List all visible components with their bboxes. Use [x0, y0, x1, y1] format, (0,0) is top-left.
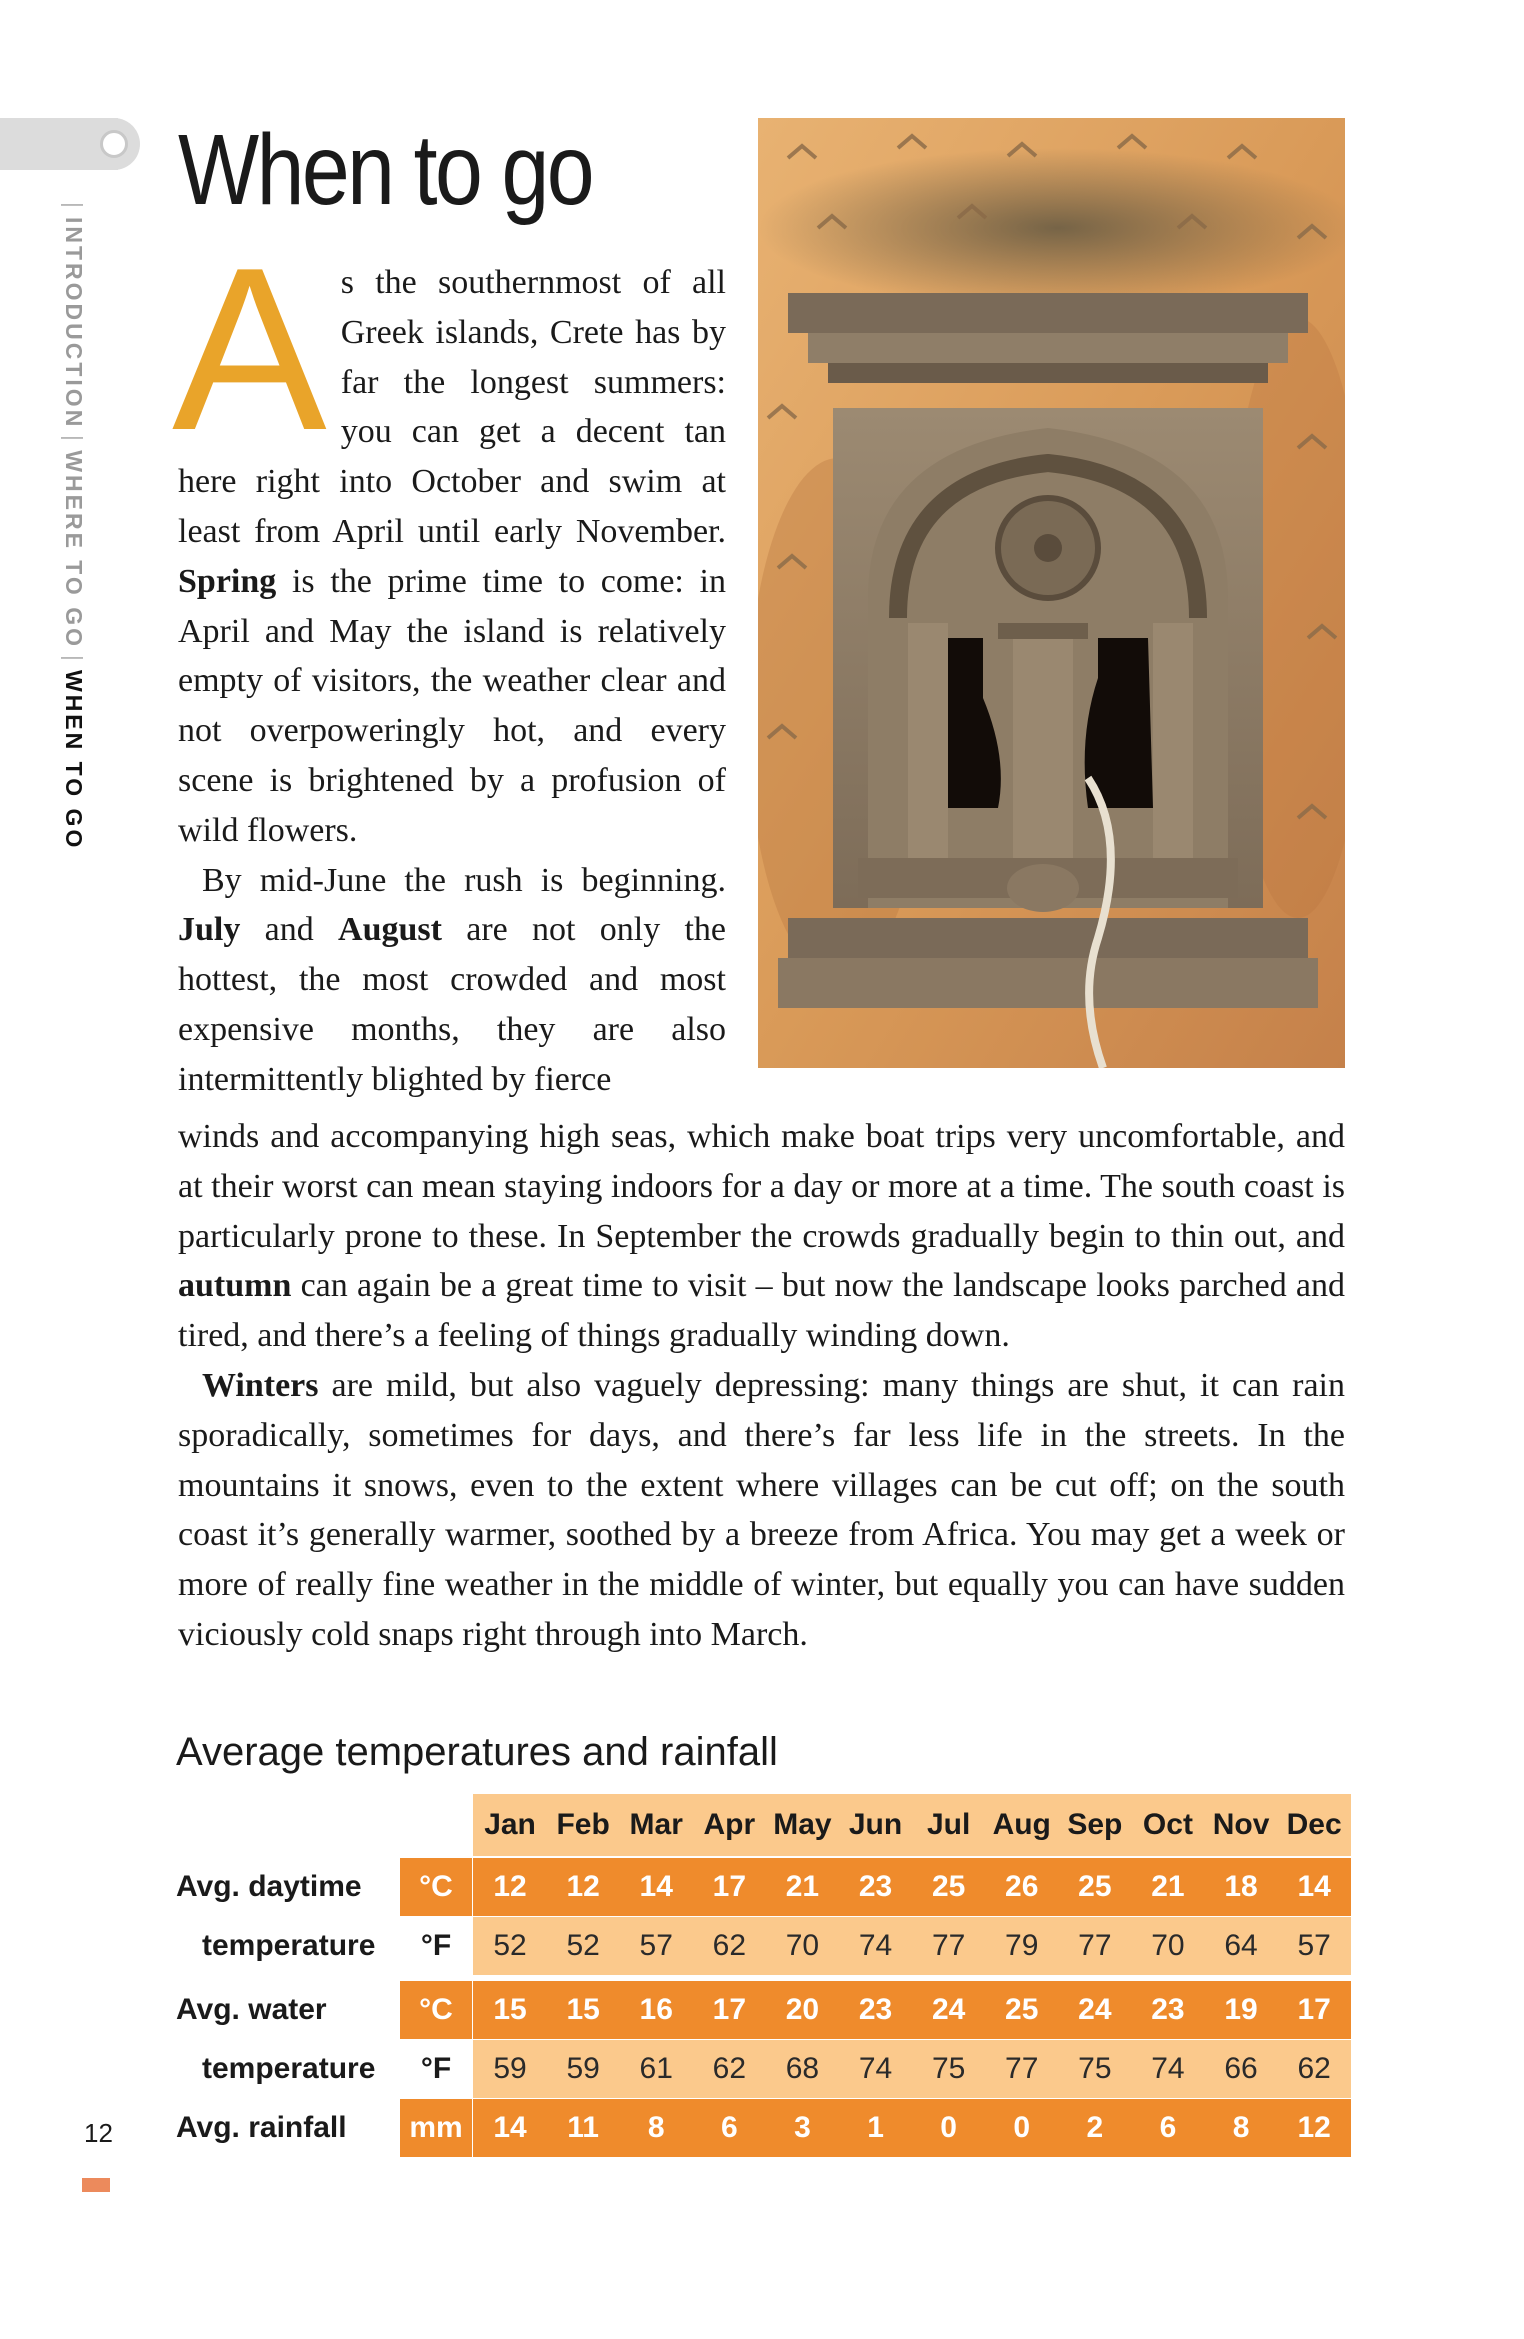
month-header: Nov — [1204, 1794, 1278, 1856]
climate-value: 0 — [985, 2099, 1059, 2157]
autumn-bold: autumn — [178, 1267, 292, 1305]
climate-value: 19 — [1204, 1981, 1278, 2039]
breadcrumb-current: WHEN TO GO — [61, 669, 87, 851]
august-bold: August — [338, 911, 442, 949]
climate-value: 21 — [765, 1858, 839, 1916]
month-header: May — [765, 1794, 839, 1856]
climate-row-label: temperature — [202, 2052, 376, 2085]
climate-value: 70 — [765, 1917, 839, 1975]
body-paragraph-3: are mild, but also vaguely depressing: many things are shut, it can rain sporadically, sometimes for days, and there’s far less life in the streets. In the mountains it snows, even to the extent where villages can be cut off; on the south coast it’s generally warmer, soothed by a breeze from Africa. You may get a week or more of really fine weather in the middle of winter, but equally you can have sudden viciously cold snaps right through into March. — [178, 1366, 1345, 1653]
climate-value: 25 — [912, 1858, 986, 1916]
climate-value: 8 — [619, 2099, 693, 2157]
climate-value: 17 — [1277, 1981, 1351, 2039]
climate-value: 6 — [692, 2099, 766, 2157]
climate-value: 61 — [619, 2040, 693, 2098]
climate-value: 77 — [985, 2040, 1059, 2098]
climate-value: 18 — [1204, 1858, 1278, 1916]
page-title: When to go — [178, 114, 593, 226]
climate-value: 59 — [546, 2040, 620, 2098]
month-header: Jan — [473, 1794, 547, 1856]
spring-bold: Spring — [178, 562, 277, 600]
climate-row-label: Avg. daytime — [176, 1870, 362, 1903]
climate-value: 11 — [546, 2099, 620, 2157]
climate-value: 21 — [1131, 1858, 1205, 1916]
month-header: Mar — [619, 1794, 693, 1856]
climate-unit: °F — [400, 1917, 472, 1975]
intro-paragraph-2: By mid-June the rush is beginning. — [202, 861, 726, 899]
climate-value: 64 — [1204, 1917, 1278, 1975]
month-header: Apr — [692, 1794, 766, 1856]
page-number: 12 — [84, 2118, 113, 2148]
climate-value: 74 — [839, 2040, 913, 2098]
climate-value: 15 — [473, 1981, 547, 2039]
fountain-photo — [758, 118, 1345, 1068]
climate-value: 62 — [1277, 2040, 1351, 2098]
month-header: Jul — [912, 1794, 986, 1856]
climate-unit: °C — [400, 1858, 472, 1916]
climate-value: 52 — [546, 1917, 620, 1975]
climate-row-label: Avg. rainfall — [176, 2111, 347, 2144]
intro-text — [172, 220, 727, 1105]
july-bold: July — [178, 911, 241, 949]
climate-row-label: Avg. water — [176, 1993, 327, 2026]
climate-row — [176, 2040, 1344, 2098]
climate-value: 8 — [1204, 2099, 1278, 2157]
climate-value: 70 — [1131, 1917, 1205, 1975]
climate-value: 16 — [619, 1981, 693, 2039]
climate-value: 3 — [765, 2099, 839, 2157]
climate-value: 62 — [692, 1917, 766, 1975]
climate-value: 24 — [1058, 1981, 1132, 2039]
climate-row — [176, 2099, 1344, 2157]
climate-value: 57 — [1277, 1917, 1351, 1975]
climate-value: 59 — [473, 2040, 547, 2098]
climate-value: 77 — [912, 1917, 986, 1975]
climate-value: 62 — [692, 2040, 766, 2098]
climate-value: 74 — [1131, 2040, 1205, 2098]
climate-value: 0 — [912, 2099, 986, 2157]
breadcrumb-separator: | — [61, 435, 87, 445]
climate-value: 23 — [1131, 1981, 1205, 2039]
body-text — [178, 1112, 1345, 1660]
climate-value: 14 — [473, 2099, 547, 2157]
month-header: Sep — [1058, 1794, 1132, 1856]
climate-value: 1 — [839, 2099, 913, 2157]
breadcrumb-subsection: WHERE TO GO — [61, 450, 87, 649]
climate-row — [176, 1917, 1344, 1975]
climate-value: 6 — [1131, 2099, 1205, 2157]
climate-unit: °C — [400, 1981, 472, 2039]
climate-value: 74 — [839, 1917, 913, 1975]
intro-paragraph-2-rest: are not only the hottest, the most crowded and most expensive months, they are also intermittently blighted by fierce — [178, 911, 727, 1098]
body-paragraph-2-cont: winds and accompanying high seas, which make boat trips very uncomfortable, and at their worst can mean staying indoors for a day or more at a time. The south coast is particularly prone to these. In September the crowds gradually begin to thin out, and — [178, 1118, 1345, 1255]
month-header: Aug — [985, 1794, 1059, 1856]
climate-row — [176, 1981, 1344, 2039]
climate-unit: °F — [400, 2040, 472, 2098]
climate-value: 66 — [1204, 2040, 1278, 2098]
climate-table-heading: Average temperatures and rainfall — [176, 1730, 778, 1774]
month-header: Dec — [1277, 1794, 1351, 1856]
climate-value: 20 — [765, 1981, 839, 2039]
breadcrumb-separator: | — [61, 202, 87, 211]
climate-value: 75 — [912, 2040, 986, 2098]
climate-unit: mm — [400, 2099, 472, 2157]
climate-row — [176, 1858, 1344, 1916]
climate-value: 14 — [1277, 1858, 1351, 1916]
breadcrumb-separator: | — [61, 655, 87, 664]
breadcrumb — [60, 196, 100, 976]
climate-value: 68 — [765, 2040, 839, 2098]
climate-value: 75 — [1058, 2040, 1132, 2098]
climate-value: 77 — [1058, 1917, 1132, 1975]
month-header: Feb — [546, 1794, 620, 1856]
intro-paragraph-1: s the southernmost of all Greek islands, Crete has by far the longest summers: you can get a decent tan here right into October and swim at least from April until early November. — [178, 264, 726, 550]
climate-value: 17 — [692, 1981, 766, 2039]
intro-paragraph-1-tail: is the prime time to come: in April and May the island is relatively empty of visitors, the weather clear and not overpoweringly hot, and every scene is brightened by a profusion of wild flowers. — [178, 562, 726, 849]
climate-value: 14 — [619, 1858, 693, 1916]
section-tab-dot-icon — [100, 130, 128, 158]
winters-bold: Winters — [202, 1366, 319, 1404]
body-paragraph-2-end: can again be a great time to visit – but now the landscape looks parched and tired, and there’s a feeling of things gradually winding down. — [178, 1267, 1345, 1355]
drop-cap: A — [172, 220, 327, 479]
climate-value: 23 — [839, 1981, 913, 2039]
climate-value: 12 — [473, 1858, 547, 1916]
climate-value: 24 — [912, 1981, 986, 2039]
climate-value: 17 — [692, 1858, 766, 1916]
climate-value: 25 — [1058, 1858, 1132, 1916]
climate-value: 26 — [985, 1858, 1059, 1916]
page-marker — [82, 2178, 110, 2192]
breadcrumb-section: INTRODUCTION — [61, 216, 87, 430]
climate-value: 57 — [619, 1917, 693, 1975]
climate-table — [176, 1794, 1344, 2164]
climate-value: 23 — [839, 1858, 913, 1916]
climate-value: 79 — [985, 1917, 1059, 1975]
month-header: Oct — [1131, 1794, 1205, 1856]
climate-value: 2 — [1058, 2099, 1132, 2157]
month-header: Jun — [839, 1794, 913, 1856]
climate-value: 25 — [985, 1981, 1059, 2039]
climate-row-label: temperature — [202, 1929, 376, 1962]
climate-value: 12 — [546, 1858, 620, 1916]
and-word: and — [264, 911, 314, 949]
climate-value: 15 — [546, 1981, 620, 2039]
climate-value: 12 — [1277, 2099, 1351, 2157]
climate-value: 52 — [473, 1917, 547, 1975]
climate-header-row — [176, 1794, 1344, 1856]
